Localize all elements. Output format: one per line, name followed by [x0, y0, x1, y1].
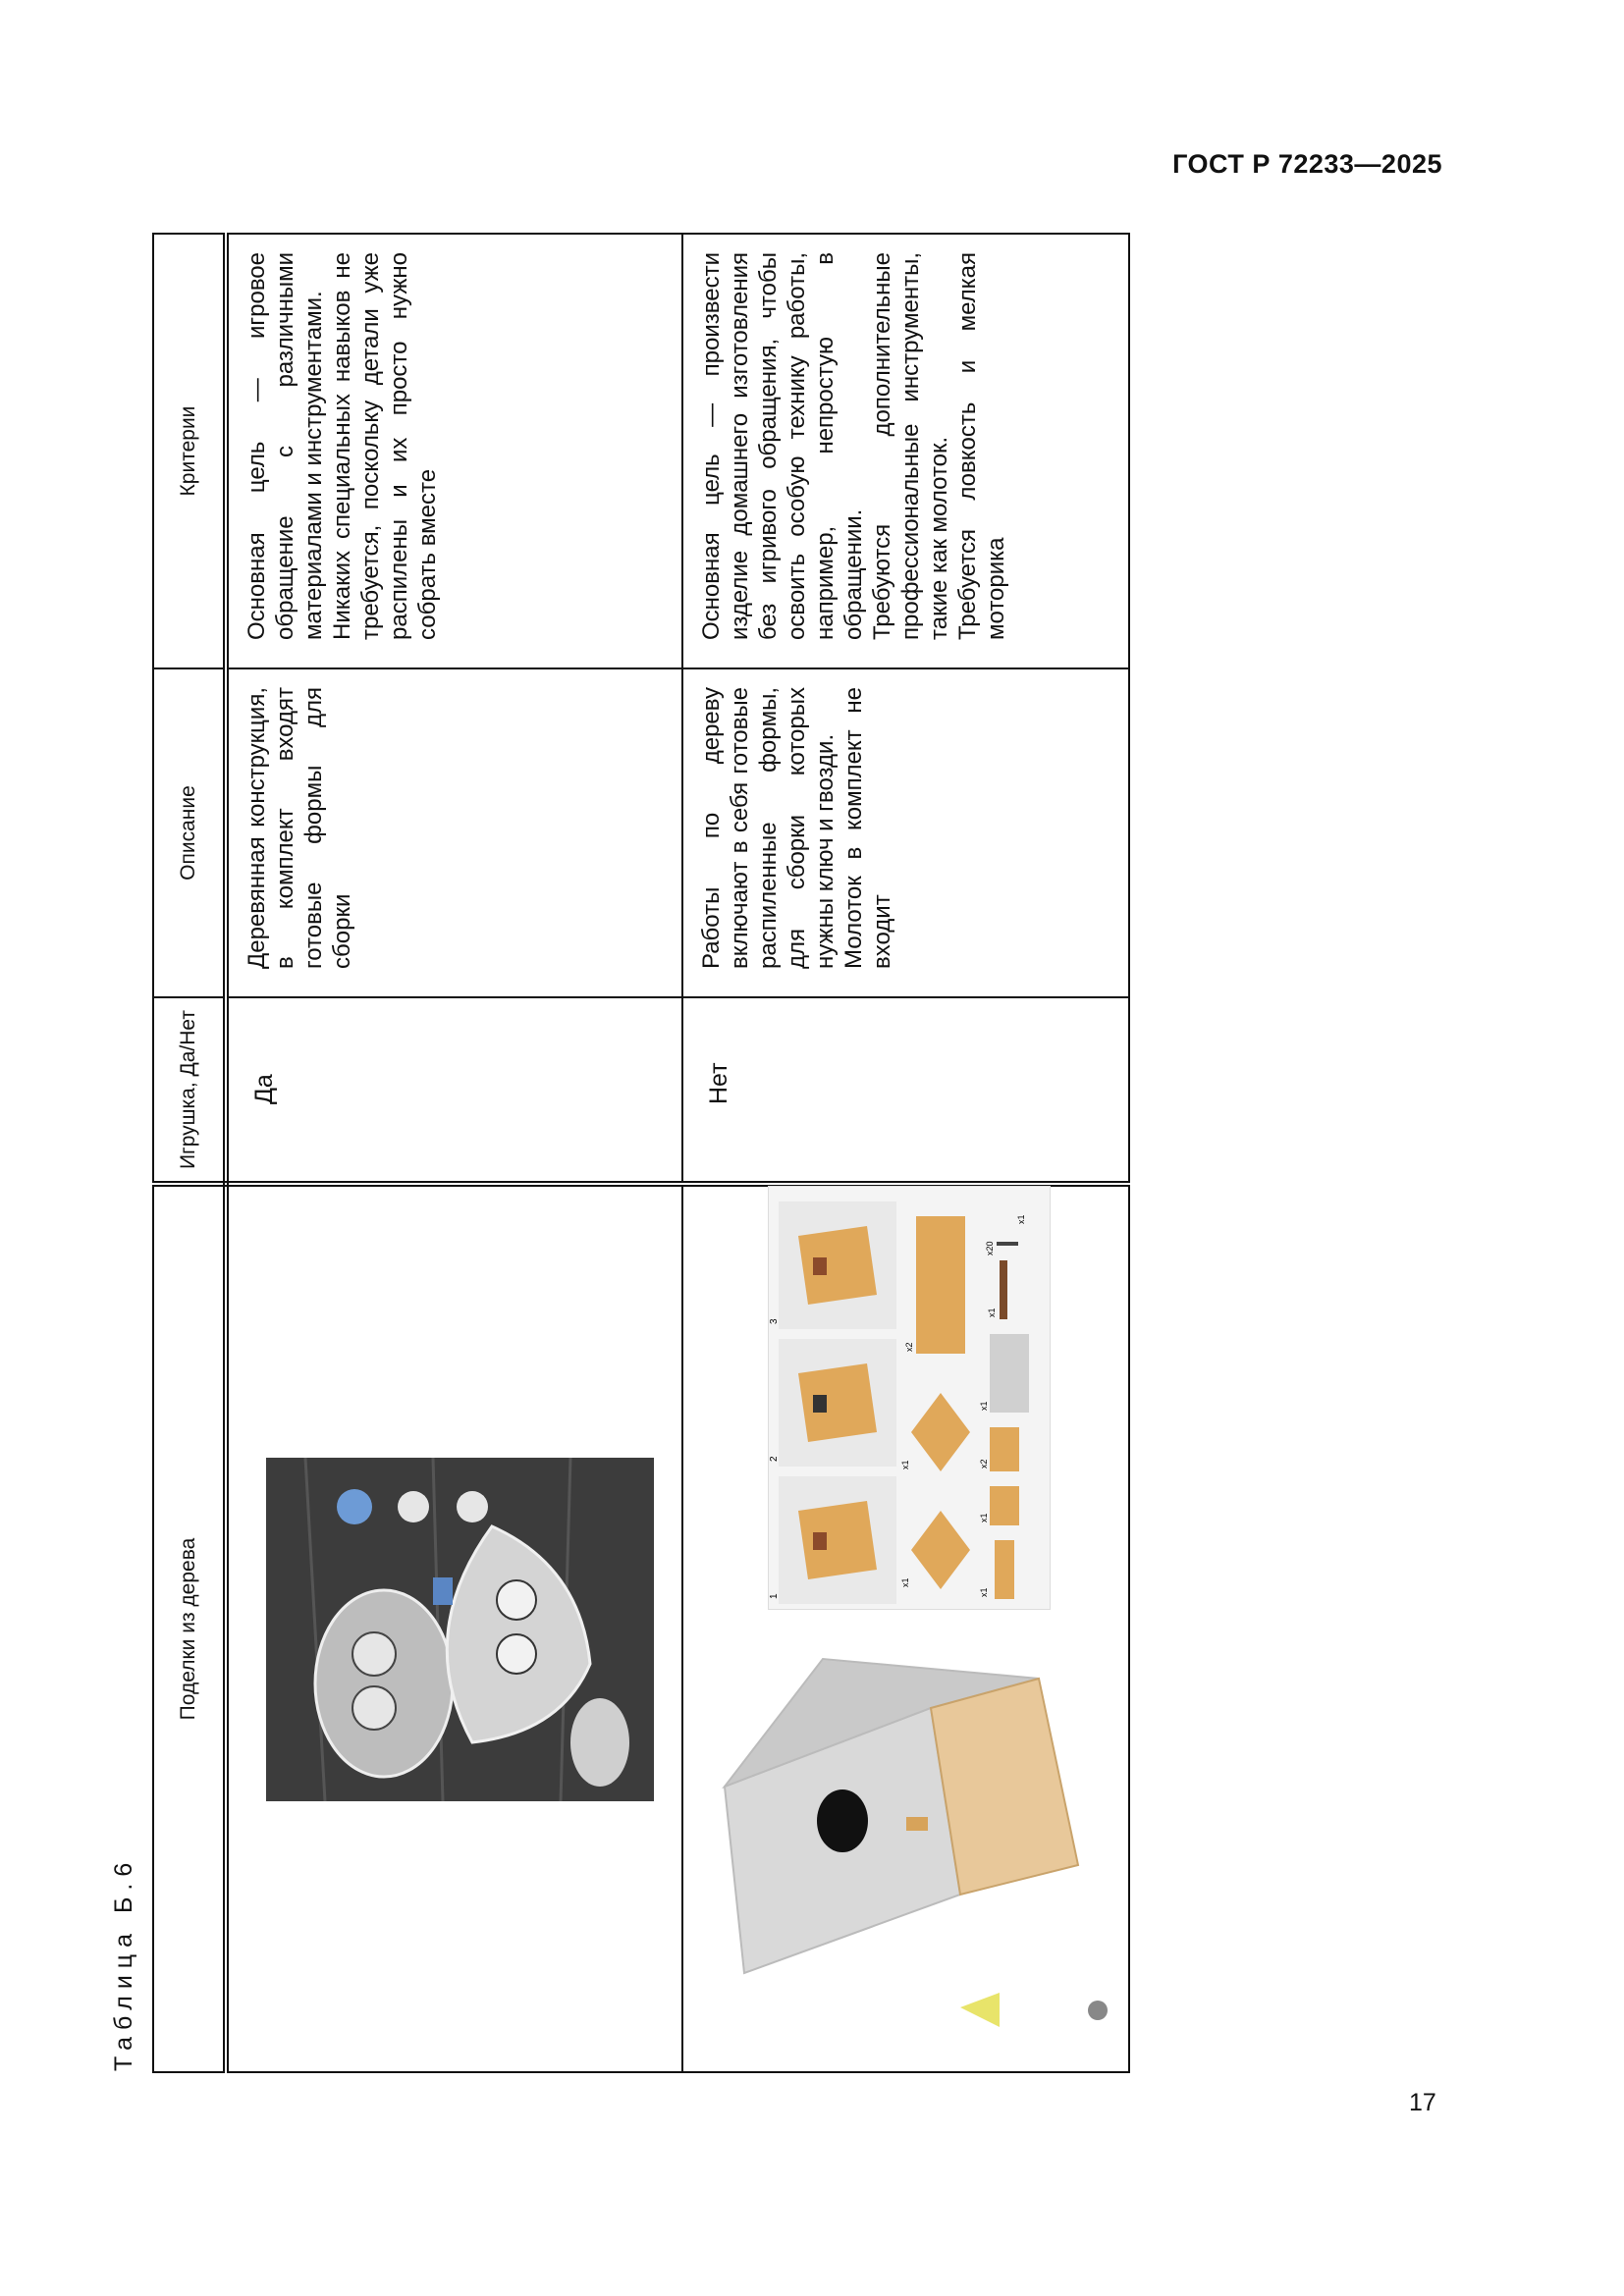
count-label: x1: [987, 1308, 997, 1317]
description-cell: [682, 668, 1129, 997]
column-header-criteria: Критерии: [153, 234, 226, 668]
toy-cell: [682, 997, 1129, 1184]
description-cell: [226, 668, 682, 997]
count-label: x2: [979, 1459, 989, 1468]
table-header-row: [153, 234, 226, 2072]
column-header-description: Описание: [153, 668, 226, 997]
count-label: x1: [900, 1460, 910, 1469]
criteria-text: Основная цель — игровое обращение с различными материалами и инструментами.: [244, 252, 327, 640]
criteria-text: Никаких специальных навыков не требуется, поскольку детали уже распилены и их просто нужно собрать вместе: [329, 252, 441, 640]
count-label: x1: [979, 1587, 989, 1597]
description-text: Деревянная конструкция, в комплект входят готовые формы для сборки: [244, 687, 355, 969]
count-label: x1: [900, 1577, 910, 1587]
criteria-cell: [682, 234, 1129, 668]
count-label: x20: [985, 1241, 995, 1255]
instruction-illustration: [769, 1187, 1050, 1609]
craft-image-cell: [682, 1184, 1129, 2072]
description-text: Молоток в комплект не входит: [840, 687, 895, 969]
column-header-toy: Игрушка, Да/Нет: [153, 997, 226, 1184]
step-label: 2: [769, 1456, 780, 1462]
table-row: [226, 234, 682, 2072]
table-caption: Таблица Б.6: [110, 1855, 137, 2071]
criteria-cell: [226, 234, 682, 668]
toy-value: Да: [250, 1074, 278, 1104]
instruction-sheet: [768, 1186, 1051, 1610]
rotated-table-container: [152, 235, 1126, 2073]
count-label: x2: [904, 1342, 914, 1352]
criteria-text: Требуется ловкость и мелкая моторика: [954, 252, 1009, 640]
page-number: 17: [1409, 2089, 1436, 2116]
table-row: [682, 234, 1129, 2072]
crafts-table: [152, 233, 1130, 2073]
owl-craft-illustration: [266, 1458, 654, 1801]
birdhouse-photo: [705, 1649, 1117, 2032]
count-label: x1: [979, 1401, 989, 1411]
step-label: 3: [769, 1318, 780, 1324]
column-header-crafts: Поделки из дерева: [153, 1184, 226, 2072]
toy-value: Нет: [705, 1062, 732, 1104]
criteria-text: Требуются дополнительные профессиональные инструменты, такие как молоток.: [869, 252, 952, 640]
toy-cell: [226, 997, 682, 1184]
owl-craft-photo: [266, 1458, 654, 1801]
count-label: x1: [979, 1513, 989, 1522]
description-text: Работы по дереву включают в себя готовые распиленные формы, для сборки которых нужны ключ и гвозди.: [698, 687, 839, 969]
craft-image-cell: [226, 1184, 682, 2072]
count-label: x1: [1016, 1214, 1026, 1224]
doc-code: ГОСТ Р 72233—2025: [1172, 149, 1442, 179]
birdhouse-illustration: [705, 1649, 1117, 2032]
step-label: 1: [769, 1593, 780, 1599]
criteria-text: Основная цель — произвести изделие домашнего изготовления без игривого обращения, чтобы освоить особую технику работы, например, непростую в обращении.: [698, 252, 867, 640]
